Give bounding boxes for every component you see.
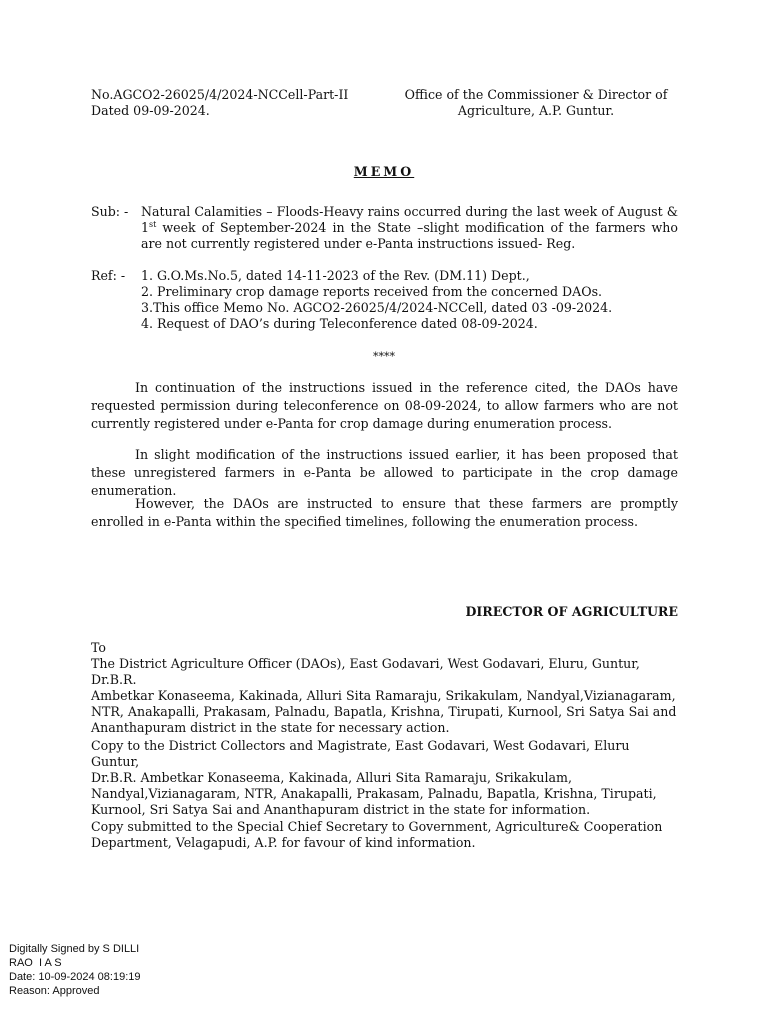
copy-line: Kurnool, Sri Satya Sai and Ananthapuram district in the state for information. (91, 802, 591, 817)
separator: **** (373, 350, 395, 363)
digital-signature-line: Date: 10-09-2024 08:19:19 (9, 971, 141, 983)
subject-label: Sub: - (91, 204, 129, 219)
digital-signature-line: Reason: Approved (9, 985, 100, 997)
copy-line: Nandyal,Vizianagaram, NTR, Anakapalli, Prakasam, Palnadu, Bapatla, Krishna, Tirupati, (91, 786, 657, 801)
digital-signature-stamp (9, 942, 209, 998)
signatory-title: DIRECTOR OF AGRICULTURE (465, 604, 678, 619)
copy-submitted (91, 819, 681, 851)
digital-signature-line: RAO I A S (9, 957, 62, 969)
references-list (141, 268, 678, 332)
subject-superscript: st (149, 219, 157, 229)
digital-signature-line: Digitally Signed by S DILLI (9, 943, 140, 955)
to-line: NTR, Anakapalli, Prakasam, Palnadu, Bapatla, Krishna, Tirupati, Kurnool, Sri Satya Sai and (91, 704, 677, 719)
subject-text (141, 204, 678, 252)
body-paragraph-2: In slight modification of the instructions issued earlier, it has been proposed that these unregistered farmers in e-Panta be allowed to participate in the crop damage enumeration. (91, 447, 678, 498)
body-paragraph-1: In continuation of the instructions issued in the reference cited, the DAOs have requested permission during teleconference on 08-09-2024, to allow farmers who are not currently registered under e-Panta for crop damage during enumeration process. (91, 380, 678, 431)
copy-line: Dr.B.R. Ambetkar Konaseema, Kakinada, Alluri Sita Ramaraju, Srikakulam, (91, 770, 572, 785)
subject-text-part1: Natural Calamities – Floods-Heavy rains occurred during the last week of August & 1 (141, 204, 678, 235)
reference-item: 3.This office Memo No. AGCO2-26025/4/2024-NCCell, dated 03 -09-2024. (141, 300, 613, 315)
reference-item: 1. G.O.Ms.No.5, dated 14-11-2023 of the Rev. (DM.11) Dept., (141, 268, 530, 283)
office-block (398, 87, 674, 119)
reference-item: 4. Request of DAO’s during Teleconference dated 08-09-2024. (141, 316, 538, 331)
references-label: Ref: - (91, 268, 126, 283)
copy-line: Copy submitted to the Special Chief Secretary to Government, Agriculture& Cooperation (91, 819, 663, 834)
reference-item: 2. Preliminary crop damage reports received from the concerned DAOs. (141, 284, 603, 299)
memo-title: MEMO (353, 164, 415, 179)
to-line: Ambetkar Konaseema, Kakinada, Alluri Sita Ramaraju, Srikakulam, Nandyal,Vizianagaram, (91, 688, 676, 703)
to-line: The District Agriculture Officer (DAOs), East Godavari, West Godavari, Eluru, Guntur, Dr.B.R. (91, 656, 640, 687)
office-line-2: Agriculture, A.P. Guntur. (457, 103, 615, 118)
body-paragraph-3: However, the DAOs are instructed to ensure that these farmers are promptly enrolled in e-Panta within the specified timelines, following the enumeration process. (91, 496, 678, 529)
reference-number: No.AGCO2-26025/4/2024-NCCell-Part-II (91, 87, 349, 102)
copy-line: Copy to the District Collectors and Magistrate, East Godavari, West Godavari, Eluru Guntur, (91, 738, 630, 769)
subject-text-part2: week of September-2024 in the State –slight modification of the farmers who are not currently registered under e-Panta instructions issued- Reg. (141, 220, 678, 251)
to-label: To (91, 640, 107, 655)
reference-block (91, 87, 391, 119)
office-line-1: Office of the Commissioner & Director of (404, 87, 668, 102)
copy-to-collectors (91, 738, 681, 818)
to-block (91, 640, 681, 736)
to-line: Ananthapuram district in the state for necessary action. (91, 720, 450, 735)
memo-date: Dated 09-09-2024. (91, 103, 210, 118)
copy-line: Department, Velagapudi, A.P. for favour of kind information. (91, 835, 476, 850)
